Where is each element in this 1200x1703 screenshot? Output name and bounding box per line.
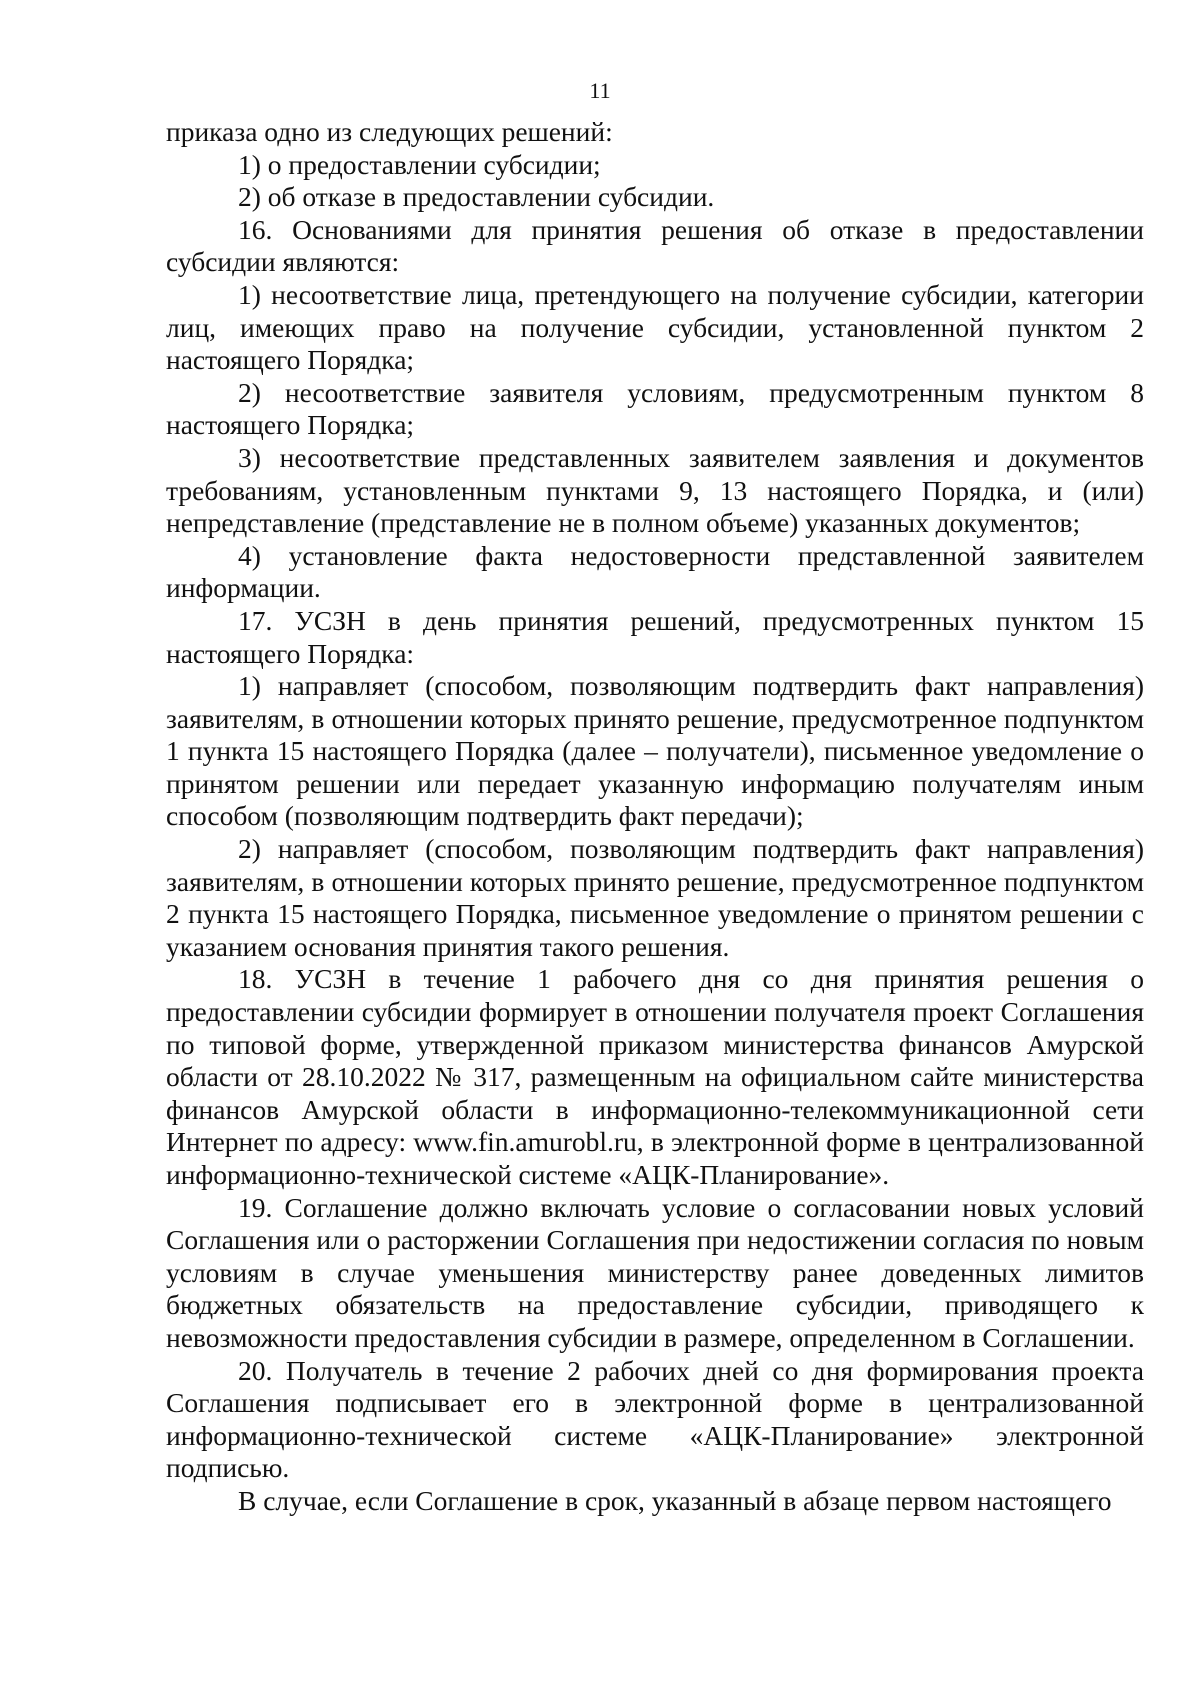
- paragraph-list-item: 3) несоответствие представленных заявителем заявления и документов требованиям, установленным пунктами 9, 13 настоящего Порядка, и (или) непредставление (представление не в полном объеме) указанных документов;: [166, 441, 1144, 539]
- paragraph-list-item: 1) направляет (способом, позволяющим подтвердить факт направления) заявителям, в отношении которых принято решение, предусмотренное подпунктом 1 пункта 15 настоящего Порядка (далее – получатели), письменное уведомление о принятом решении или передает указанную информацию получателям иным способом (позволяющим подтвердить факт передачи);: [166, 670, 1144, 832]
- paragraph-list-item: 2) несоответствие заявителя условиям, предусмотренным пунктом 8 настоящего Порядка;: [166, 376, 1144, 441]
- paragraph-list-item: 2) направляет (способом, позволяющим подтвердить факт направления) заявителям, в отношении которых принято решение, предусмотренное подпунктом 2 пункта 15 настоящего Порядка, письменное уведомление о принятом решении с указанием основания принятия такого решения.: [166, 833, 1144, 962]
- paragraph-list-item: 1) несоответствие лица, претендующего на получение субсидии, категории лиц, имеющих право на получение субсидии, установленной пунктом 2 настоящего Порядка;: [166, 278, 1144, 376]
- paragraph-clause-17: 17. УСЗН в день принятия решений, предусмотренных пунктом 15 настоящего Порядка:: [166, 604, 1144, 669]
- paragraph-clause-20-continuation: В случае, если Соглашение в срок, указанный в абзаце первом настоящего: [238, 1484, 1112, 1516]
- paragraph-list-item: 4) установление факта недостоверности представленной заявителем информации.: [166, 539, 1144, 604]
- paragraph-list-item: 2) об отказе в предоставлении субсидии.: [238, 181, 715, 213]
- paragraph-list-item: 1) о предоставлении субсидии;: [238, 148, 601, 180]
- paragraph-continuation: приказа одно из следующих решений:: [166, 116, 613, 147]
- page-number: 11: [589, 78, 611, 103]
- paragraph-clause-18: 18. УСЗН в течение 1 рабочего дня со дня принятия решения о предоставлении субсидии формирует в отношении получателя проект Соглашения по типовой форме, утвержденной приказом министерства финансов Амурской области от 28.10.2022 № 317, размещенным на официальном сайте министерства финансов Амурской области в информационно-телекоммуникационной сети Интернет по адресу: www.fin.amurobl.ru, в электронной форме в централизованной информационно-технической системе «АЦК-Планирование».: [166, 963, 1144, 1190]
- document-body: [166, 116, 1144, 1518]
- paragraph-clause-19: 19. Соглашение должно включать условие о согласовании новых условий Соглашения или о расторжении Соглашения при недостижении согласия по новым условиям в случае уменьшения министерству ранее доведенных лимитов бюджетных обязательств на предоставление субсидии, приводящего к невозможности предоставления субсидии в размере, определенном в Соглашении.: [166, 1191, 1144, 1353]
- paragraph-clause-20: 20. Получатель в течение 2 рабочих дней со дня формирования проекта Соглашения подписывает его в электронной форме в централизованной информационно-технической системе «АЦК-Планирование» электронной подписью.: [166, 1354, 1144, 1484]
- paragraph-clause-16: 16. Основаниями для принятия решения об отказе в предоставлении субсидии являются:: [166, 213, 1144, 278]
